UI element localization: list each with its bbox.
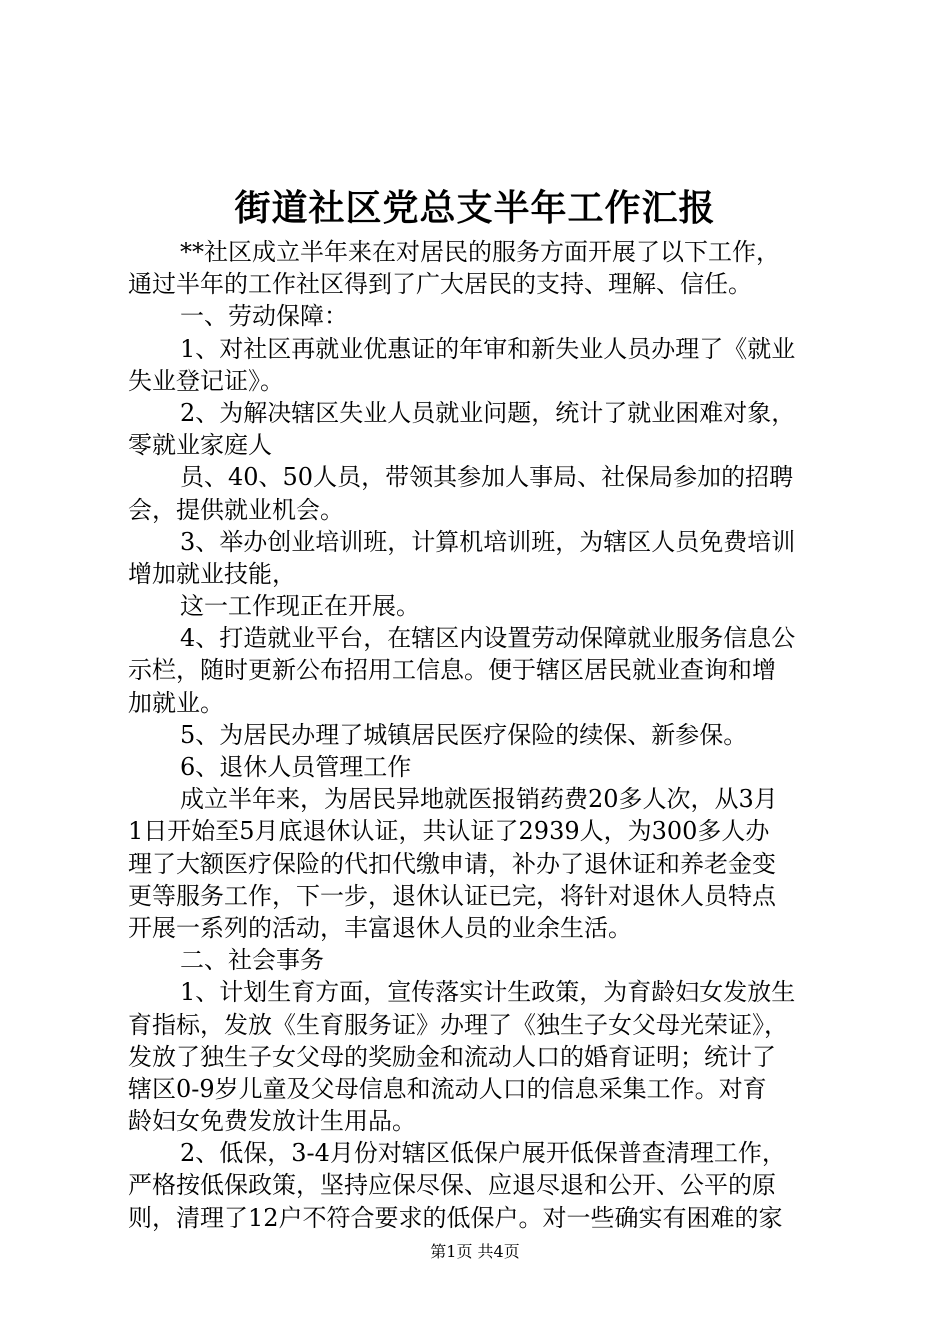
paragraph-line: 6、退休人员管理工作: [180, 753, 412, 781]
paragraph-line: 发放了独生子女父母的奖励金和流动人口的婚育证明；统计了: [128, 1042, 776, 1071]
paragraph-line: 开展一系列的活动，丰富退休人员的业余生活。: [128, 913, 632, 942]
paragraph-line: 2、低保，3-4月份对辖区低保户展开低保普查清理工作，: [180, 1139, 786, 1168]
paragraph-line: 4、打造就业平台，在辖区内设置劳动保障就业服务信息公: [180, 624, 796, 653]
paragraph-line: **社区成立半年来在对居民的服务方面开展了以下工作，: [180, 238, 780, 266]
paragraph-line: 2、为解决辖区失业人员就业问题，统计了就业困难对象，: [180, 398, 796, 427]
paragraph-line: 增加就业技能，: [128, 559, 296, 588]
paragraph-line: 5、为居民办理了城镇居民医疗保险的续保、新参保。: [180, 720, 748, 749]
paragraph-line: 员、40、50人员，带领其参加人事局、社保局参加的招聘: [180, 463, 794, 492]
paragraph-line: 零就业家庭人: [128, 431, 272, 460]
paragraph-line: 示栏，随时更新公布招用工信息。便于辖区居民就业查询和增: [128, 656, 776, 685]
section-heading: 一、劳动保障：: [180, 302, 348, 331]
paragraph-line: 1、计划生育方面，宣传落实计生政策，为育龄妇女发放生: [180, 978, 796, 1007]
paragraph-line: 失业登记证》。: [128, 366, 284, 395]
section-heading: 二、社会事务: [180, 946, 324, 975]
paragraph-line: 通过半年的工作社区得到了广大居民的支持、理解、信任。: [128, 270, 752, 299]
paragraph-line: 则，清理了12户不符合要求的低保户。对一些确实有困难的家: [128, 1203, 783, 1232]
document-body: [128, 236, 840, 1234]
paragraph-line: 育指标，发放《生育服务证》办理了《独生子女父母光荣证》，: [128, 1010, 788, 1039]
paragraph-line: 会，提供就业机会。: [128, 495, 344, 524]
paragraph-line: 1日开始至5月底退休认证，共认证了2939人，为300多人办: [128, 817, 770, 846]
page-footer: 第1页 共4页: [430, 1242, 520, 1261]
paragraph-line: 辖区0-9岁儿童及父母信息和流动人口的信息采集工作。对育: [128, 1074, 767, 1103]
paragraph-line: 龄妇女免费发放计生用品。: [128, 1107, 416, 1136]
paragraph-line: 加就业。: [128, 688, 224, 717]
paragraph-line: 3、举办创业培训班，计算机培训班，为辖区人员免费培训: [180, 527, 796, 556]
paragraph-line: 这一工作现正在开展。: [180, 592, 420, 621]
paragraph-line: 1、对社区再就业优惠证的年审和新失业人员办理了《就业: [180, 334, 796, 363]
document-title: 街道社区党总支半年工作汇报: [234, 187, 716, 229]
paragraph-line: 理了大额医疗保险的代扣代缴申请，补办了退休证和养老金变: [128, 849, 776, 878]
paragraph-line: 更等服务工作，下一步，退休认证已完，将针对退休人员特点: [128, 881, 776, 910]
paragraph-line: 成立半年来，为居民异地就医报销药费20多人次，从3月: [180, 785, 778, 814]
paragraph-line: 严格按低保政策，坚持应保尽保、应退尽退和公开、公平的原: [128, 1171, 776, 1200]
